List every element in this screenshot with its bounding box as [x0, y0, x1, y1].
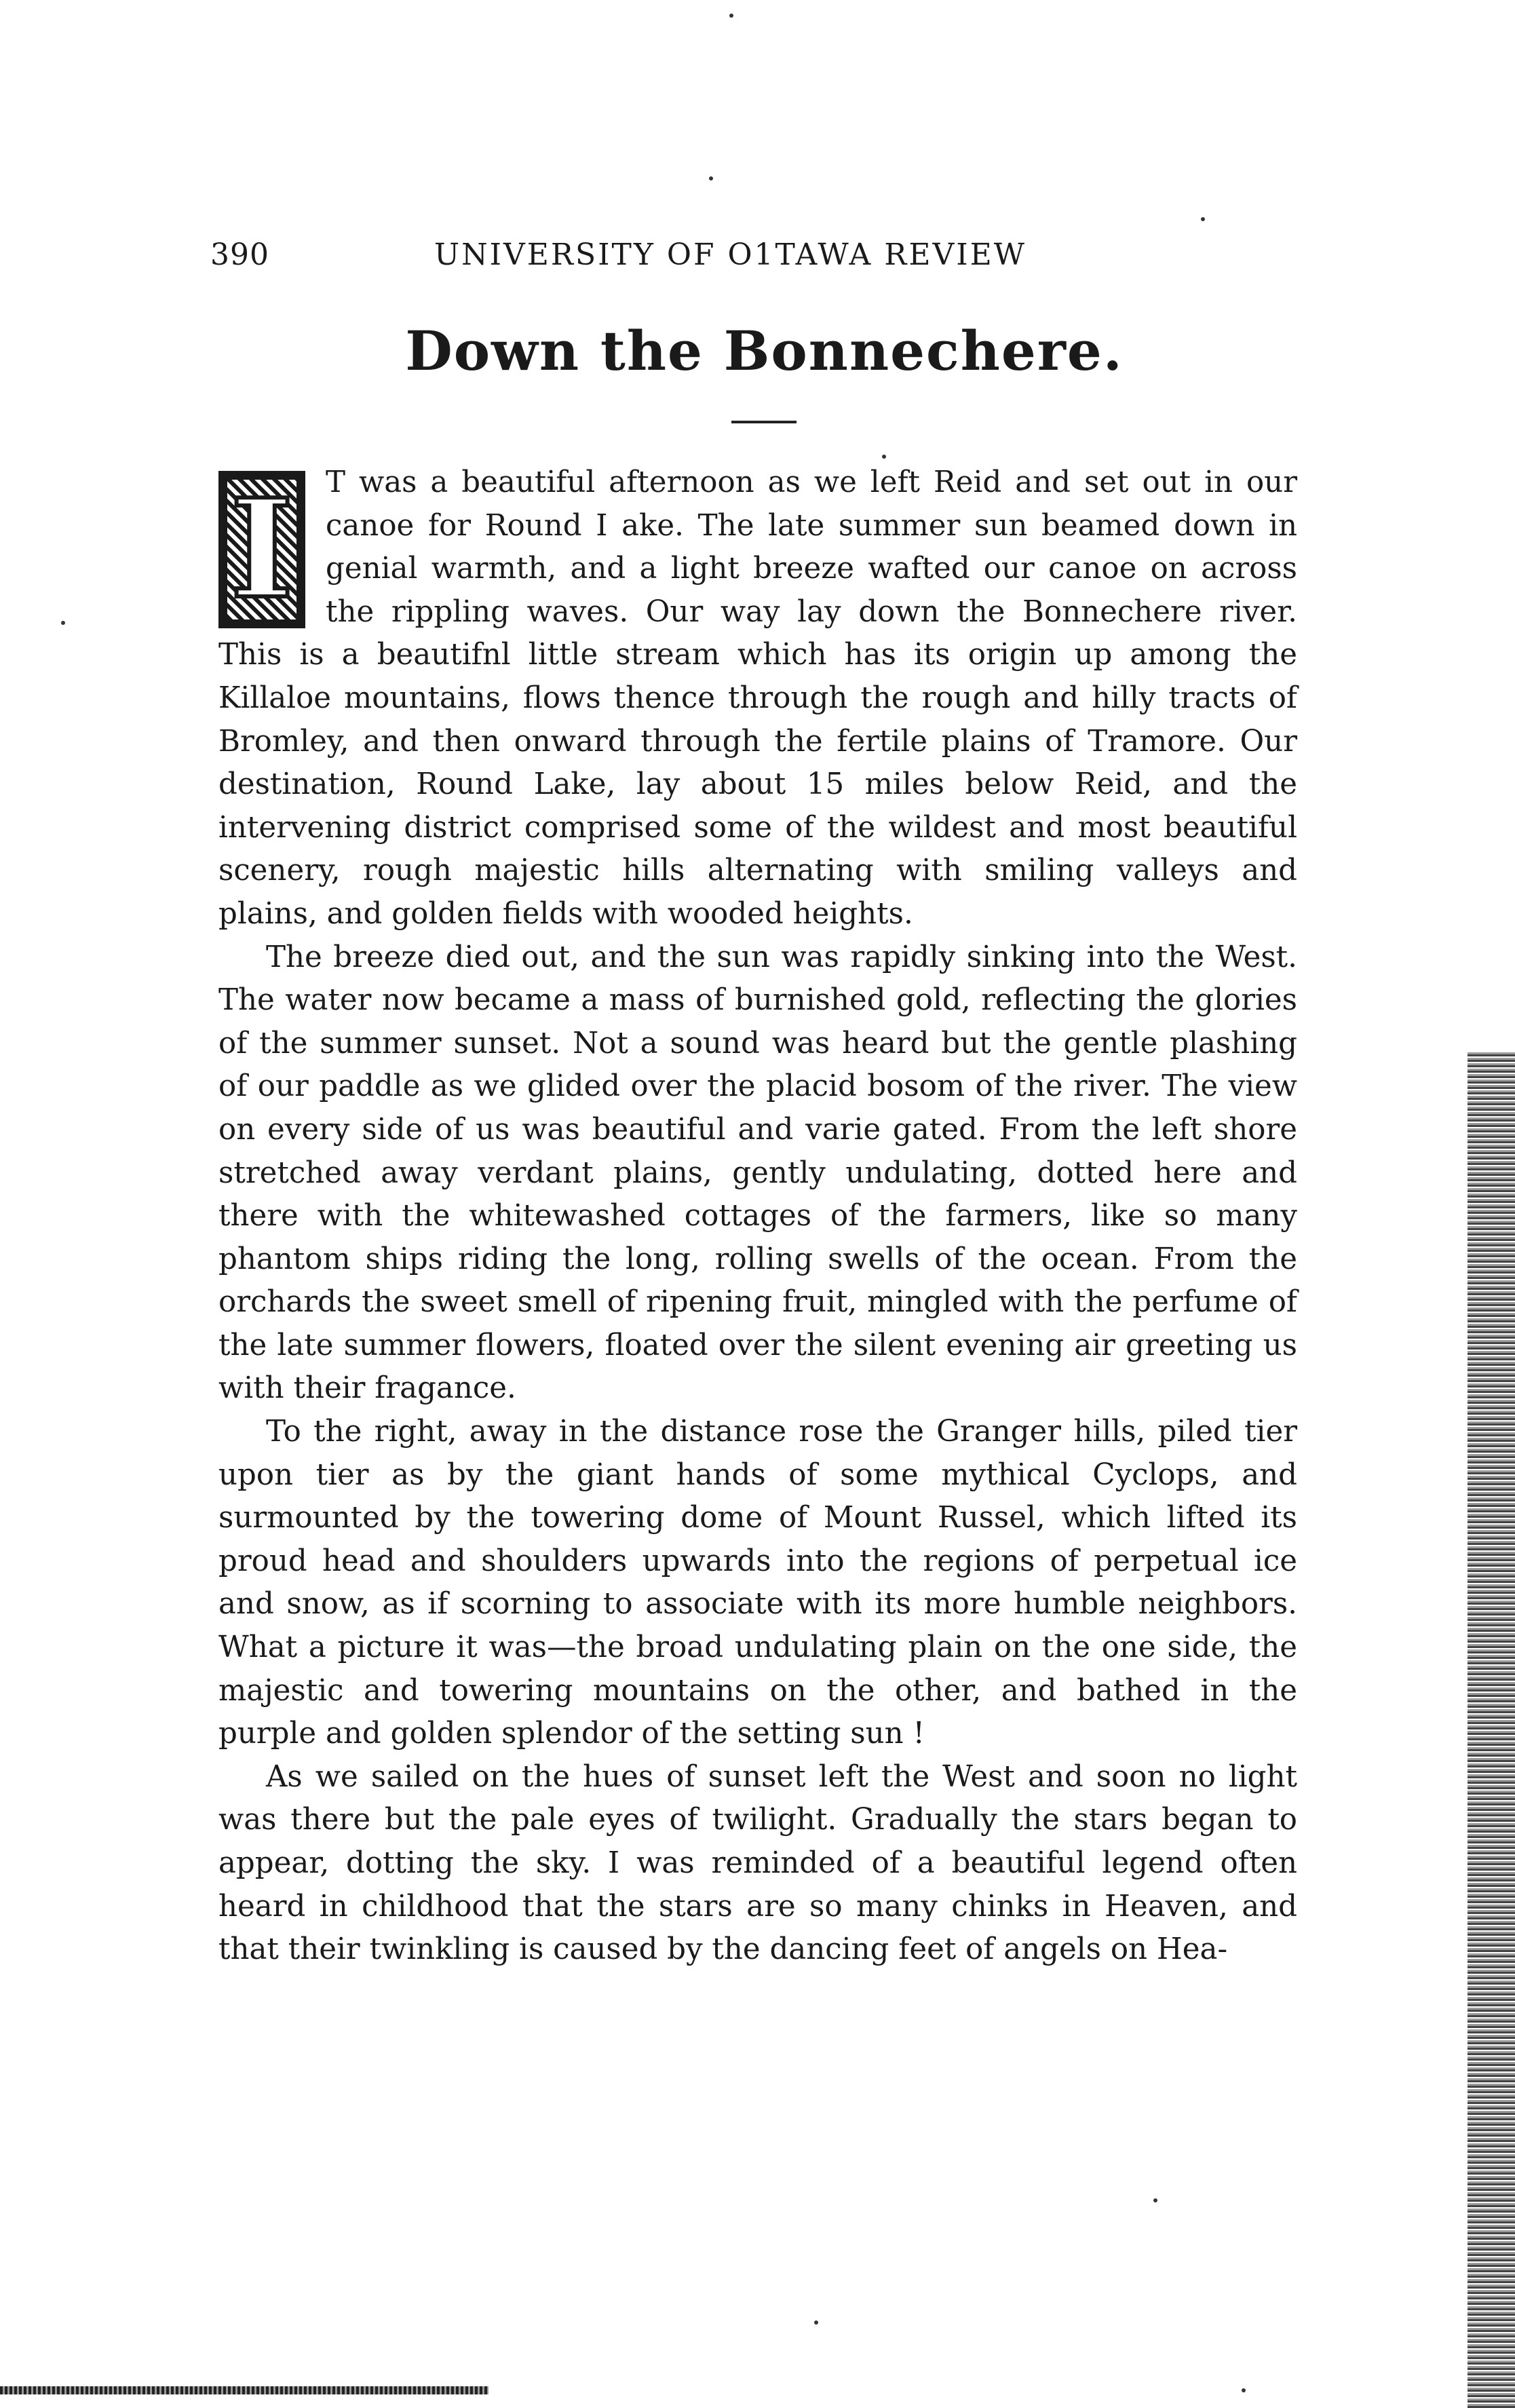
page-number: 390	[210, 237, 269, 272]
article-title: Down the Bonnechere.	[405, 319, 1124, 383]
scan-speck	[814, 2320, 818, 2325]
scan-speck	[729, 14, 733, 18]
journal-title: UNIVERSITY OF O1TAWA REVIEW	[434, 237, 1027, 272]
running-head	[210, 237, 1303, 285]
paragraph-1-text: T was a beautiful afternoon as we left Reid and set out in our canoe for Round I ake. The late summer sun beamed down in genial warmth, and a light breeze wafted our canoe on across the rippling waves. Our way lay down the Bonnechere river. This is a beautifnl little stream which has its origin up among the Killaloe mountains, flows thence through the rough and hilly tracts of Bromley, and then onward through the fertile plains of Tramore. Our destination, Round Lake, lay about 15 miles below Reid, and the intervening district comprised some of the wildest and most beautiful scenery, rough majestic hills alternating with smiling valleys and plains, and golden fields with wooded heights.	[218, 465, 1297, 931]
dropcap-letter: I	[230, 470, 294, 629]
bottom-edge-shadow	[0, 2386, 488, 2394]
article-body	[218, 461, 1297, 1972]
ornamental-dropcap	[218, 471, 305, 628]
title-rule	[731, 421, 797, 423]
paragraph-1	[218, 461, 1297, 936]
page-edge-shadow	[1468, 1052, 1515, 2408]
scan-speck	[1242, 2388, 1246, 2392]
scan-speck	[1201, 217, 1205, 221]
paragraph-2: The breeze died out, and the sun was rapidly sinking into the West. The water now became a mass of burnished gold, reflecting the glories of the summer sunset. Not a sound was heard but the gentle plashing of our paddle as we glided over the placid bosom of the river. The view on every side of us was beautiful and varie gated. From the left shore stretched away verdant plains, gently undulating, dotted here and there with the whitewashed cottages of the farmers, like so many phantom ships riding the long, rolling swells of the ocean. From the orchards the sweet smell of ripening fruit, mingled with the perfume of the late summer flowers, floated over the silent evening air greeting us with their fragance.	[218, 940, 1297, 1406]
paragraph-4: As we sailed on the hues of sunset left the West and soon no light was there but the pale eyes of twilight. Gradually the stars began to appear, dotting the sky. I was reminded of a beautiful legend often heard in childhood that the stars are so many chinks in Heaven, and that their twinkling is caused by the dancing feet of angels on Hea-	[218, 1759, 1297, 1967]
scan-speck	[882, 455, 886, 459]
scan-speck	[1153, 2198, 1157, 2202]
paragraph-3: To the right, away in the distance rose the Granger hills, piled tier upon tier as by the giant hands of some mythical Cyclops, and surmounted by the towering dome of Mount Russel, which lifted its proud head and shoulders upwards into the regions of perpetual ice and snow, as if scorning to associate with its more humble neighbors. What a picture it was—the broad undulating plain on the one side, the majestic and towering mountains on the other, and bathed in the purple and golden splendor of the setting sun !	[218, 1415, 1297, 1751]
scan-speck	[61, 621, 65, 625]
scan-speck	[709, 176, 713, 180]
